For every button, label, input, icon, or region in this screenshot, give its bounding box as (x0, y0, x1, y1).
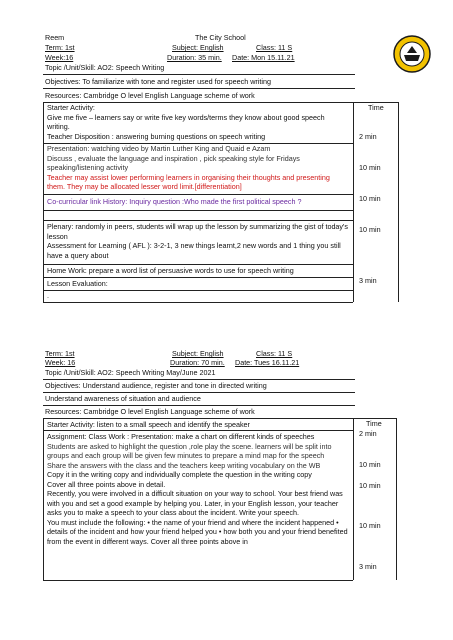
instruction-text: Cover all three points above in detail. (47, 479, 166, 489)
resources: Resources: Cambridge O level English Language scheme of work (45, 407, 255, 416)
resources: Resources: Cambridge O level English Language scheme of work (45, 91, 255, 100)
table-border (398, 102, 399, 302)
divider (43, 277, 353, 278)
week: Week:16 (45, 53, 74, 62)
assignment-text: Assignment: Class Work : Presentation: make a chart on different kinds of speeches (47, 432, 315, 441)
question-text: You must include the following: • the name of your friend and where the incident happened • details of the incident and how your friend helped you • how both you and your friend benefited from the event in different ways. Cover all three points above in (47, 517, 348, 546)
instruction-text: Students are asked to highlight the question ,role play the scene. learners will be split into groups and each group will be given few minutes to prepare a mind map for the speech (47, 441, 332, 460)
topic: Topic /Unit/Skill: AO2: Speech Writing May/June 2021 (45, 368, 216, 377)
time-value: 2 min (359, 132, 377, 141)
presentation-section (47, 144, 349, 192)
divider (43, 392, 355, 393)
time-value: 10 min (359, 521, 381, 530)
term: Term: 1st (45, 349, 75, 358)
table-border (43, 102, 44, 302)
time-value: 10 min (359, 460, 381, 469)
table-border (353, 418, 354, 580)
school-name: The City School (195, 33, 246, 42)
time-header: Time (368, 103, 384, 112)
divider (43, 290, 353, 291)
date: Date: Mon 15.11.21 (232, 53, 295, 62)
table-border (396, 418, 397, 580)
week: Week: 16 (45, 358, 76, 367)
instruction-text: Copy it in the writing copy and individually complete the question in the writing copy (47, 470, 312, 479)
objectives: Objectives: Understand audience, register and tone in directed writing (45, 381, 267, 390)
understand-awareness: Understand awareness of situation and audience (45, 394, 201, 403)
school-logo-icon (392, 34, 432, 74)
divider (43, 405, 355, 406)
divider (43, 194, 353, 195)
time-value: 10 min (359, 225, 381, 234)
topic: Topic /Unit/Skill: AO2: Speech Writing (45, 63, 165, 72)
assignment-section (47, 432, 349, 546)
divider (43, 74, 355, 75)
term: Term: 1st (45, 43, 75, 52)
afl-text: Assessment for Learning ( AFL ): 3-2-1, 3 new things learnt,2 new words and 1 thing you still have a query about (47, 241, 341, 260)
time-value: 10 min (359, 194, 381, 203)
starter-section (47, 103, 349, 141)
teacher-name: Reem (45, 33, 65, 42)
class: Class: 11 S (256, 43, 293, 52)
divider (43, 210, 353, 211)
plenary-text: Plenary: randomly in peers, students will wrap up the lesson by summarizing the gist of today's lesson (47, 222, 348, 241)
cocurricular-link: Co-curricular link History: Inquiry question :Who made the first political speech ? (47, 197, 302, 206)
time-value: 10 min (359, 481, 381, 490)
presentation-text: Presentation: watching video by Martin Luther King and Quaid e Azam (47, 144, 271, 153)
homework: Home Work: prepare a word list of persuasive words to use for speech writing (47, 266, 294, 275)
divider (43, 220, 353, 221)
table-border (43, 418, 44, 580)
subject: Subject: English (172, 43, 224, 52)
question-text: Recently, you were involved in a difficult situation on your way to school. Your best friend was with you and set a good example by helping you. Later, in your English lesson, your teacher asks you to make a speech to your class about the incident. Write your speech. (47, 489, 343, 517)
differentiation-text: Teacher may assist lower performing learners in organising their thoughts and presenting them. They may be allocated lesser word limit.[differentiation] (47, 172, 330, 191)
class: Class: 11 S (256, 349, 293, 358)
duration: Duration: 70 min. (170, 358, 225, 367)
divider (43, 430, 353, 431)
starter-text: Give me five – learners say or write five key words/terms they know about good speech writing. (47, 112, 325, 131)
time-value: 10 min (359, 163, 381, 172)
objectives: Objectives: To familiarize with tone and register used for speech writing (45, 77, 271, 86)
plenary-section (47, 222, 349, 260)
teacher-disposition: Teacher Disposition : answering burning questions on speech writing (47, 131, 266, 141)
evaluation-dot: . (47, 291, 49, 300)
divider (43, 88, 355, 89)
time-value: 3 min (359, 276, 377, 285)
divider (43, 418, 355, 419)
divider (43, 580, 353, 581)
divider (43, 302, 353, 303)
time-header: Time (366, 419, 382, 428)
starter-title: Starter Activity: (47, 103, 95, 112)
time-value: 3 min (359, 562, 377, 571)
divider (43, 264, 353, 265)
divider (43, 379, 355, 380)
lesson-evaluation: Lesson Evaluation: (47, 279, 108, 288)
table-border (353, 102, 354, 302)
duration: Duration: 35 min. (167, 53, 222, 62)
starter-activity: Starter Activity: listen to a small speech and identify the speaker (47, 420, 250, 429)
instruction-text: Share the answers with the class and the teachers keep writing vocabulary on the WB (47, 460, 321, 470)
discuss-text: Discuss , evaluate the language and inspiration , pick speaking style for Fridays speaking/listening activity (47, 153, 300, 172)
date: Date: Tues 16.11.21 (235, 358, 300, 367)
subject: Subject: English (172, 349, 224, 358)
time-value: 2 min (359, 429, 377, 438)
